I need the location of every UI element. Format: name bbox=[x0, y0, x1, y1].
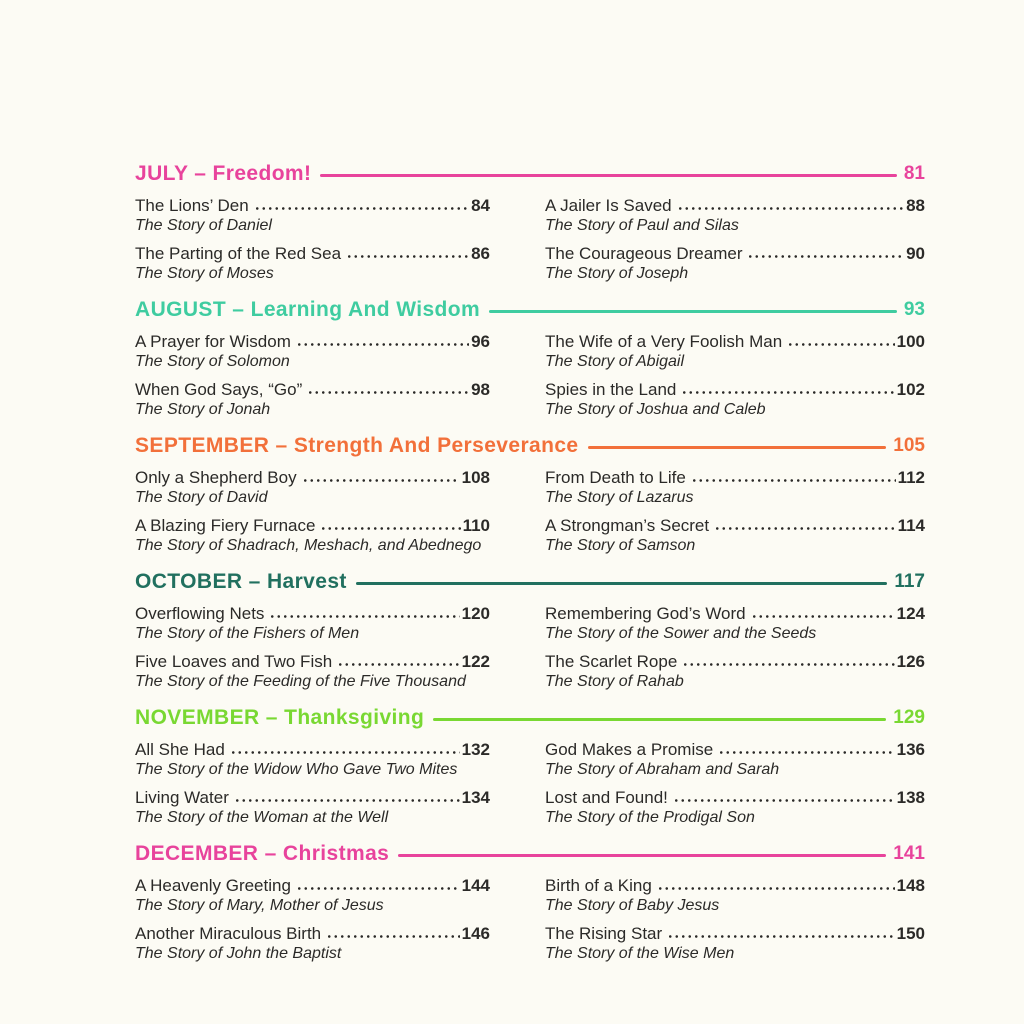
entry-subtitle: The Story of the Prodigal Son bbox=[545, 809, 755, 826]
entry-title: Only a Shepherd Boy bbox=[135, 468, 297, 487]
entry-title-line bbox=[135, 604, 490, 623]
section-entries bbox=[135, 196, 925, 283]
section-page-number: 105 bbox=[893, 435, 925, 456]
entry-subtitle: The Story of the Wise Men bbox=[545, 945, 735, 962]
toc-section-august bbox=[135, 298, 925, 419]
entry-page-number: 110 bbox=[462, 516, 490, 535]
entry-page-number: 136 bbox=[896, 740, 925, 759]
entry-page-number: 146 bbox=[461, 924, 490, 943]
entry-title: All She Had bbox=[135, 740, 225, 759]
section-title: OCTOBER – Harvest bbox=[135, 570, 347, 593]
entry-title-line bbox=[545, 516, 925, 535]
section-rule-line bbox=[320, 174, 896, 177]
section-title: JULY – Freedom! bbox=[135, 162, 312, 185]
entry-subtitle: The Story of Joseph bbox=[545, 265, 689, 282]
entry-page-number: 102 bbox=[896, 380, 925, 399]
entry-subtitle: The Story of Rahab bbox=[545, 673, 684, 690]
entry-title-line bbox=[135, 876, 490, 895]
entry-title: The Lions’ Den bbox=[135, 196, 249, 215]
entry-page-number: 120 bbox=[461, 604, 490, 623]
entry-title-line bbox=[135, 380, 490, 399]
section-page-number: 129 bbox=[893, 707, 925, 728]
entry-title-line bbox=[135, 788, 490, 807]
entry-subtitle: The Story of the Feeding of the Five Thousand bbox=[135, 673, 466, 690]
dot-leader bbox=[324, 927, 459, 939]
entry-subtitle: The Story of Samson bbox=[545, 537, 696, 554]
entry-page-number: 88 bbox=[906, 196, 925, 215]
entry-subtitle: The Story of the Sower and the Seeds bbox=[545, 625, 817, 642]
dot-leader bbox=[785, 335, 894, 347]
entry-page-number: 126 bbox=[896, 652, 925, 671]
toc-section-december bbox=[135, 842, 925, 963]
entry-title-line bbox=[545, 244, 925, 263]
section-entries bbox=[135, 876, 925, 963]
entry-page-number: 112 bbox=[897, 468, 925, 487]
dot-leader bbox=[294, 335, 469, 347]
dot-leader bbox=[655, 879, 895, 891]
dot-leader bbox=[749, 607, 895, 619]
entry-page-number: 144 bbox=[461, 876, 490, 895]
entry-title-line bbox=[135, 468, 490, 487]
entry-page-number: 108 bbox=[461, 468, 490, 487]
entry-page-number: 134 bbox=[461, 788, 490, 807]
entry-title-line bbox=[135, 740, 490, 759]
entry-page-number: 86 bbox=[471, 244, 490, 263]
toc-entry bbox=[135, 516, 490, 555]
entry-title: The Scarlet Rope bbox=[545, 652, 678, 671]
entry-subtitle: The Story of Moses bbox=[135, 265, 274, 282]
toc-entry bbox=[135, 468, 490, 507]
section-page-number: 93 bbox=[903, 299, 925, 320]
entry-subtitle: The Story of Abraham and Sarah bbox=[545, 761, 780, 778]
entry-title: Remembering God’s Word bbox=[545, 604, 746, 623]
dot-leader bbox=[671, 791, 895, 803]
entry-page-number: 124 bbox=[896, 604, 925, 623]
entry-title: Living Water bbox=[135, 788, 229, 807]
entry-page-number: 150 bbox=[896, 924, 925, 943]
entry-title: A Heavenly Greeting bbox=[135, 876, 291, 895]
dot-leader bbox=[232, 791, 460, 803]
entry-title: A Prayer for Wisdom bbox=[135, 332, 291, 351]
toc-entry bbox=[135, 788, 490, 827]
toc-section-october bbox=[135, 570, 925, 691]
entry-title: Another Miraculous Birth bbox=[135, 924, 322, 943]
entry-title-line bbox=[135, 516, 490, 535]
entry-title: The Wife of a Very Foolish Man bbox=[545, 332, 783, 351]
entry-title-line bbox=[545, 740, 925, 759]
entry-subtitle: The Story of the Woman at the Well bbox=[135, 809, 389, 826]
entry-subtitle: The Story of David bbox=[135, 489, 268, 506]
section-rule-line bbox=[489, 310, 897, 313]
entry-page-number: 148 bbox=[896, 876, 925, 895]
entry-page-number: 122 bbox=[461, 652, 490, 671]
toc-entry bbox=[545, 332, 925, 371]
section-title: NOVEMBER – Thanksgiving bbox=[135, 706, 425, 729]
dot-leader bbox=[335, 655, 459, 667]
entry-title-line bbox=[545, 196, 925, 215]
entry-subtitle: The Story of John the Baptist bbox=[135, 945, 342, 962]
entry-subtitle: The Story of Daniel bbox=[135, 217, 272, 234]
entry-title-line bbox=[545, 468, 925, 487]
entry-title-line bbox=[135, 924, 490, 943]
section-page-number: 117 bbox=[894, 571, 925, 592]
dot-leader bbox=[300, 471, 460, 483]
entry-subtitle: The Story of the Widow Who Gave Two Mites bbox=[135, 761, 458, 778]
section-title: AUGUST – Learning And Wisdom bbox=[135, 298, 481, 321]
toc-entry bbox=[545, 380, 925, 419]
entry-title-line bbox=[545, 380, 925, 399]
entry-subtitle: The Story of Abigail bbox=[545, 353, 685, 370]
entry-subtitle: The Story of Mary, Mother of Jesus bbox=[135, 897, 384, 914]
section-title: SEPTEMBER – Strength And Perseverance bbox=[135, 434, 579, 457]
section-rule-line bbox=[398, 854, 886, 857]
toc-section-july bbox=[135, 162, 925, 283]
entry-title: Birth of a King bbox=[545, 876, 652, 895]
entry-page-number: 98 bbox=[471, 380, 490, 399]
section-entries bbox=[135, 332, 925, 419]
entry-title: The Courageous Dreamer bbox=[545, 244, 743, 263]
entry-title: A Strongman’s Secret bbox=[545, 516, 710, 535]
toc-entry bbox=[545, 604, 925, 643]
dot-leader bbox=[679, 383, 894, 395]
entry-title: A Blazing Fiery Furnace bbox=[135, 516, 316, 535]
toc-entry bbox=[135, 652, 490, 691]
entry-subtitle: The Story of Jonah bbox=[135, 401, 271, 418]
entry-subtitle: The Story of Shadrach, Meshach, and Abednego bbox=[135, 537, 482, 554]
entry-title: Five Loaves and Two Fish bbox=[135, 652, 333, 671]
dot-leader bbox=[294, 879, 460, 891]
section-header bbox=[135, 298, 925, 322]
entry-title-line bbox=[545, 924, 925, 943]
dot-leader bbox=[228, 743, 460, 755]
entry-title-line bbox=[135, 652, 490, 671]
entry-subtitle: The Story of Paul and Silas bbox=[545, 217, 739, 234]
section-header bbox=[135, 434, 925, 458]
section-header bbox=[135, 706, 925, 730]
toc-entry bbox=[135, 332, 490, 371]
section-entries bbox=[135, 468, 925, 555]
entry-title: From Death to Life bbox=[545, 468, 686, 487]
toc-entry bbox=[135, 244, 490, 283]
section-entries bbox=[135, 740, 925, 827]
toc-entry bbox=[545, 516, 925, 555]
toc-entry bbox=[135, 924, 490, 963]
entry-title: A Jailer Is Saved bbox=[545, 196, 672, 215]
dot-leader bbox=[305, 383, 469, 395]
entry-title-line bbox=[545, 876, 925, 895]
section-title: DECEMBER – Christmas bbox=[135, 842, 390, 865]
entry-subtitle: The Story of Lazarus bbox=[545, 489, 694, 506]
entry-title: Lost and Found! bbox=[545, 788, 668, 807]
entry-title-line bbox=[135, 332, 490, 351]
entry-title: God Makes a Promise bbox=[545, 740, 714, 759]
entry-title: The Parting of the Red Sea bbox=[135, 244, 342, 263]
entry-page-number: 100 bbox=[896, 332, 925, 351]
toc-section-september bbox=[135, 434, 925, 555]
entry-title: The Rising Star bbox=[545, 924, 663, 943]
entry-title: Spies in the Land bbox=[545, 380, 677, 399]
entry-title: Overflowing Nets bbox=[135, 604, 265, 623]
toc-entry bbox=[135, 604, 490, 643]
toc-entry bbox=[545, 652, 925, 691]
dot-leader bbox=[689, 471, 896, 483]
toc-section-november bbox=[135, 706, 925, 827]
entry-title: When God Says, “Go” bbox=[135, 380, 303, 399]
toc-entry bbox=[135, 196, 490, 235]
dot-leader bbox=[680, 655, 894, 667]
dot-leader bbox=[665, 927, 894, 939]
entry-page-number: 84 bbox=[471, 196, 490, 215]
toc-entry bbox=[545, 196, 925, 235]
section-page-number: 141 bbox=[893, 843, 925, 864]
dot-leader bbox=[318, 519, 460, 531]
section-rule-line bbox=[588, 446, 887, 449]
dot-leader bbox=[267, 607, 459, 619]
toc-entry bbox=[545, 468, 925, 507]
toc-entry bbox=[135, 876, 490, 915]
dot-leader bbox=[716, 743, 894, 755]
dot-leader bbox=[712, 519, 895, 531]
entry-subtitle: The Story of Joshua and Caleb bbox=[545, 401, 766, 418]
section-page-number: 81 bbox=[903, 163, 925, 184]
entry-page-number: 96 bbox=[471, 332, 490, 351]
toc-entry bbox=[545, 924, 925, 963]
entry-page-number: 138 bbox=[896, 788, 925, 807]
toc-entry bbox=[545, 740, 925, 779]
toc-entry bbox=[545, 876, 925, 915]
entry-page-number: 114 bbox=[897, 516, 925, 535]
entry-title-line bbox=[135, 196, 490, 215]
toc-entry bbox=[135, 740, 490, 779]
toc-entry bbox=[545, 244, 925, 283]
section-header bbox=[135, 570, 925, 594]
toc-entry bbox=[545, 788, 925, 827]
table-of-contents bbox=[135, 162, 925, 978]
entry-title-line bbox=[545, 604, 925, 623]
section-entries bbox=[135, 604, 925, 691]
dot-leader bbox=[745, 247, 904, 259]
entry-title-line bbox=[545, 652, 925, 671]
entry-page-number: 132 bbox=[461, 740, 490, 759]
toc-entry bbox=[135, 380, 490, 419]
entry-subtitle: The Story of Solomon bbox=[135, 353, 290, 370]
entry-title-line bbox=[545, 788, 925, 807]
entry-page-number: 90 bbox=[906, 244, 925, 263]
section-header bbox=[135, 162, 925, 186]
dot-leader bbox=[252, 199, 469, 211]
section-rule-line bbox=[433, 718, 886, 721]
entry-title-line bbox=[135, 244, 490, 263]
section-rule-line bbox=[356, 582, 888, 585]
entry-subtitle: The Story of Baby Jesus bbox=[545, 897, 720, 914]
dot-leader bbox=[344, 247, 469, 259]
entry-title-line bbox=[545, 332, 925, 351]
dot-leader bbox=[675, 199, 904, 211]
section-header bbox=[135, 842, 925, 866]
entry-subtitle: The Story of the Fishers of Men bbox=[135, 625, 360, 642]
